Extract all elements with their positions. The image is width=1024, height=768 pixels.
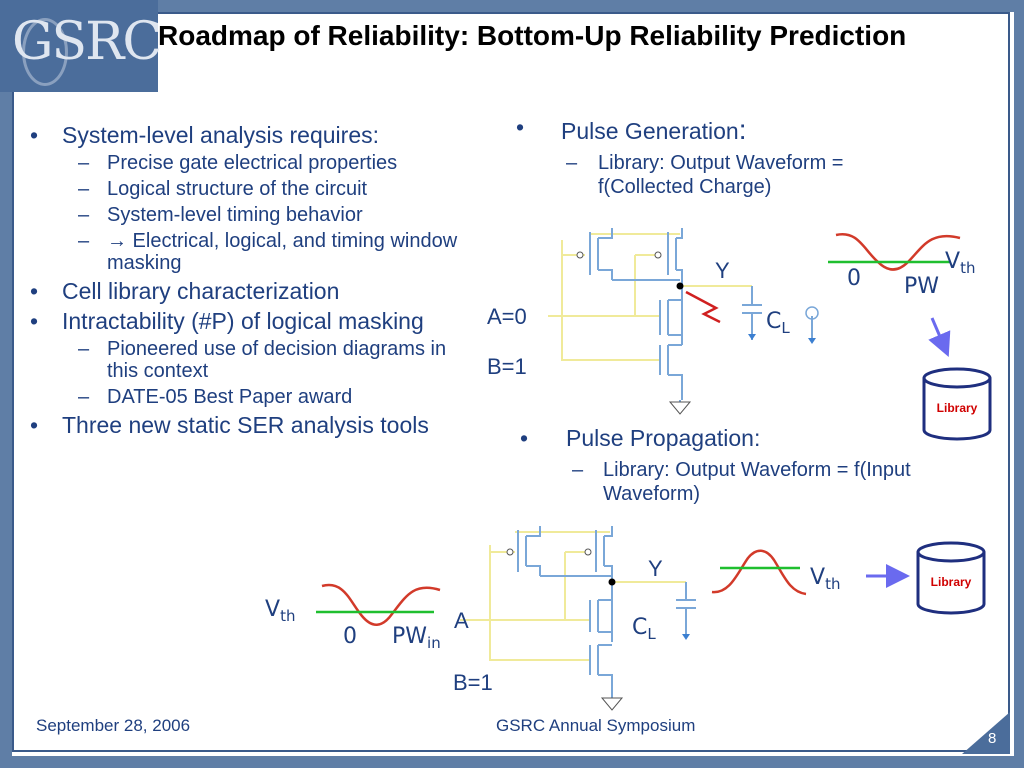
load-capacitance-label: $C_L$ — [766, 309, 790, 337]
sub-bullet-pulse-propagation: – Library: Output Waveform = f(Input Waveform) — [572, 459, 911, 505]
sub-bullet: – DATE-05 Best Paper award — [78, 386, 353, 408]
output-label-y: Y — [648, 556, 663, 581]
input-pulse-waveform — [322, 585, 440, 625]
pmos-transistor — [590, 228, 612, 280]
pmos-transistor — [518, 526, 540, 576]
zero-label: 0 — [847, 266, 861, 291]
vth-output-label: $V_{th}$ — [810, 565, 841, 593]
library-database-icon — [924, 369, 990, 439]
capacitor — [676, 582, 696, 636]
inverter-bubble — [655, 252, 661, 258]
output-node — [609, 579, 616, 586]
library-label: Library — [930, 575, 972, 589]
zero-label: 0 — [343, 624, 357, 649]
input-label-a: A=0 — [487, 304, 527, 329]
ground-symbol — [602, 698, 622, 710]
bullet-intractability: • Intractability (#P) of logical masking — [30, 308, 424, 334]
footer-date: September 28, 2006 — [36, 716, 191, 735]
output-label-y: Y — [715, 258, 730, 283]
sub-bullet: – Logical structure of the circuit — [78, 178, 368, 200]
arrow-to-library-icon — [932, 318, 944, 346]
transistors-2 — [518, 526, 696, 698]
vth-label: $V_{th}$ — [945, 249, 976, 277]
nmos-transistor — [590, 645, 612, 698]
nmos-transistor — [660, 345, 682, 400]
sub-bullet: – → Electrical, logical, and timing window masking — [78, 230, 458, 274]
input-label-a: A — [454, 608, 469, 633]
particle-strike — [686, 292, 720, 322]
sub-bullet: – System-level timing behavior — [78, 204, 363, 226]
bullet-ser-tools: • Three new static SER analysis tools — [30, 412, 429, 438]
sub-bullet: – Precise gate electrical properties — [78, 152, 398, 174]
input-label-b: B=1 — [487, 354, 527, 379]
slide: GSRC Roadmap of Reliability: Bottom-Up Reliability Prediction • System-level analysis requires: – Precise gate electrical properties – Logical structure of the circuit – System-level timing behavior – → Electrical, logical, and timing window masking • Cell library characterization • Intractability (#P) of logical masking – Pioneered use of decision diagrams in this context – DATE-05 Best Paper award • Three new static SER analysis tools • Pulse Generation: – Library: Output Waveform = f(Collected Charge) • Pulse Propagation: – Library: Output Waveform = f(Input Waveform) Y A=0 B=1 $C_L$ $V_{th}$ 0 PW Library Y A B=1 $C_L$ $V_{th}$ 0 $PW_{in}$ $V_{th}$ Library September 28, 2006 GSRC Annual Symposium 8 — [0, 0, 1024, 768]
ground-symbol — [670, 402, 690, 414]
library-database-icon — [918, 543, 984, 613]
page-number: 8 — [988, 730, 997, 747]
pw-label: PW — [904, 274, 940, 299]
inverter-bubble — [507, 549, 513, 555]
nmos-transistor — [660, 300, 682, 345]
nmos-transistor — [590, 600, 612, 642]
output-pulse-waveform — [712, 551, 806, 594]
ground-arrow — [748, 334, 756, 340]
sub-bullet-pulse-generation: – Library: Output Waveform = f(Collected Charge) — [566, 152, 844, 198]
wire — [562, 240, 660, 360]
inverter-bubble — [585, 549, 591, 555]
pw-in-label: $PW_{in}$ — [392, 624, 441, 652]
footer-event: GSRC Annual Symposium — [496, 716, 696, 735]
bullet-cell-library: • Cell library characterization — [30, 278, 340, 304]
load-capacitance-label: $C_L$ — [632, 615, 656, 643]
library-label: Library — [936, 401, 978, 415]
bullet-system-level: • System-level analysis requires: — [30, 122, 380, 148]
output-node — [677, 283, 684, 290]
page-number-tab — [962, 712, 1010, 754]
slide-title: Roadmap of Reliability: Bottom-Up Reliability Prediction — [158, 20, 907, 51]
logo-text: GSRC — [12, 12, 161, 72]
output-pulse-waveform — [836, 234, 960, 269]
ground-arrow — [682, 634, 690, 640]
capacitor — [742, 286, 762, 340]
inverter-bubble — [577, 252, 583, 258]
wire — [490, 545, 590, 660]
ground-arrow — [808, 338, 816, 344]
input-label-b: B=1 — [453, 670, 493, 695]
sub-bullet: – Pioneered use of decision diagrams in this context — [78, 338, 447, 382]
vth-input-label: $V_{th}$ — [265, 597, 296, 625]
